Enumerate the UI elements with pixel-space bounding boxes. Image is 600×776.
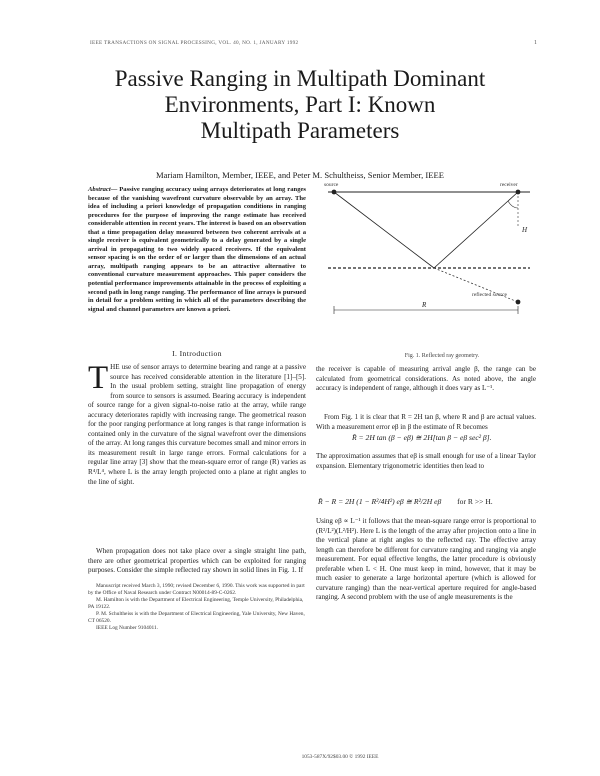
equation-2 bbox=[318, 497, 536, 506]
footnote-author-2: P. M. Schultheiss is with the Department of Electrical Engineering, Yale University, New Haven, CT 06520. bbox=[88, 611, 305, 624]
title-line-1: Passive Ranging in Multipath Dominant bbox=[114, 66, 486, 91]
footnote-manuscript: Manuscript received March 3, 1990; revised December 6, 1990. This work was supported in part by the Office of Naval Research under Contract N00014-89-C-0262. bbox=[88, 583, 305, 596]
abstract bbox=[88, 186, 306, 314]
intro-paragraph-1 bbox=[88, 360, 306, 487]
running-head: IEEE TRANSACTIONS ON SIGNAL PROCESSING, VOL. 40, NO. 1, JANUARY 1992 bbox=[90, 40, 299, 46]
height-label: H bbox=[522, 226, 528, 234]
footnote-author-1: M. Hamilton is with the Department of Electrical Engineering, Temple University, Philadelphia, PA 19122. bbox=[88, 597, 304, 610]
footnotes bbox=[88, 583, 306, 632]
right-paragraph-2: From Fig. 1 it is clear that R = 2H tan β, where R and β are actual values. With a measurement error eβ in β the estimate of R becomes bbox=[316, 413, 536, 431]
abstract-text: Passive ranging accuracy using arrays deteriorates at long ranges because of the vanishing wavefront curvature observable by an array. The idea of including a priori knowledge of propagation conditions in ranging procedures for the purpose of improving the range estimate has received considerable attention in recent years. The interest is based on an observation that a time propagation delay measured between two coherent arrivals at a single receiver is equivalent geometrically to a delay generated by a single arrival in propagating to two widely spaced receivers. If the equivalent sensor spacing is on the order of or larger than the dimensions of an actual array, multipath ranging appears to be an attractive alternative to conventional curvature measurement approaches. This paper considers the potential performance improvements attainable in the process of exploiting a second path in long range ranging. The performance of line arrays is pursued in detail for a problem setting in which all of the parameters describing the signal and channel parameters are known a priori. bbox=[88, 186, 306, 313]
author-line: Mariam Hamilton, Member, IEEE, and Peter M. Schultheiss, Senior Member, IEEE bbox=[155, 170, 445, 180]
figure-reflected-ray bbox=[322, 172, 536, 350]
paper-title bbox=[60, 66, 540, 144]
page-number: 1 bbox=[534, 40, 537, 46]
intro-paragraph-1-text: HE use of sensor arrays to determine bearing and range at a passive source has received considerable attention in the literature [1]–[5]. In the usual problem setting, straight line propagation of energy from source to sensors is assumed. Bearing accuracy is independent of source range for a given signal-to-noise ratio at the array, while range accuracy deteriorates rapidly with increasing range. The geometrical reason for the poor ranging performance at long ranges is that range information is contained only in the curvature of the signal wavefront over the dimensions of the array. At long ranges this curvature becomes small and minor errors in its measurement result in large range errors. Formal calculations for a regular line array [3] show that the mean-square error of range (R) varies as R⁴/L⁴, where L is the array length projected onto a plane at right angles to the line of sight. bbox=[88, 363, 306, 486]
figure-caption: Fig. 1. Reflected ray geometry. bbox=[404, 353, 480, 359]
reflected-source-label: reflected source bbox=[472, 292, 507, 298]
copyright-footer: 1053-587X/92$03.00 © 1992 IEEE bbox=[301, 754, 379, 760]
reflected-ray bbox=[434, 192, 518, 268]
equation-2-condition: for R >> H. bbox=[457, 497, 493, 506]
range-label: R bbox=[422, 301, 427, 309]
intro-paragraph-2: When propagation does not take place over a single straight line path, there are other geometrical properties which can be exploited for ranging purposes. Consider the simple reflected ray shown in solid lines in Fig. 1. If bbox=[88, 547, 306, 575]
abstract-lead: Abstract— bbox=[88, 186, 118, 193]
equation-1: R̂ = 2H tan (β − eβ) ≅ 2H[tan β − eβ sec² β]. bbox=[352, 433, 492, 442]
receiver-label: receiver bbox=[500, 182, 518, 188]
equation-2-body: R̂ − R = 2H (1 − R²/4H²) eβ ≅ R²/2H eβ bbox=[318, 497, 442, 506]
angle-beta-arc bbox=[508, 201, 518, 208]
right-paragraph-3: The approximation assumes that eβ is small enough for use of a linear Taylor expansion. Elementary trigonometric identities then lead to bbox=[316, 452, 536, 470]
right-paragraph-4: Using eβ ∝ L⁻¹ it follows that the mean-square range error is proportional to (R²/L²)(L²/H²). Here L is the length of the array after projection onto a line in the vertical plane at right angles to the reflected ray. The effective array length can therefore be different for curvature ranging and ranging via angle measurement. For equal effective lengths, the latter procedure is obviously preferable when L < H. One must keep in mind, however, that it may be much easier to generate a large horizontal aperture (which is allowed for curvature ranging) than the near-vertical aperture required for angle-based ranging. A second problem with the use of angle measurements is the bbox=[316, 517, 536, 602]
right-paragraph-1: the receiver is capable of measuring arrival angle β, the range can be calculated from geometrical considerations. As noted above, the angle accuracy is independent of range, although it does vary as L⁻¹. bbox=[316, 365, 536, 393]
title-line-2: Environments, Part I: Known bbox=[164, 92, 436, 117]
title-line-3: Multipath Parameters bbox=[200, 118, 400, 143]
incident-ray bbox=[334, 192, 434, 268]
reflected-source-marker bbox=[516, 300, 521, 305]
footnote-log-number: IEEE Log Number 9104011. bbox=[96, 625, 159, 631]
section-heading-introduction: I. Introduction bbox=[172, 349, 222, 358]
drop-cap: T bbox=[88, 360, 109, 396]
source-label: source bbox=[324, 182, 339, 188]
